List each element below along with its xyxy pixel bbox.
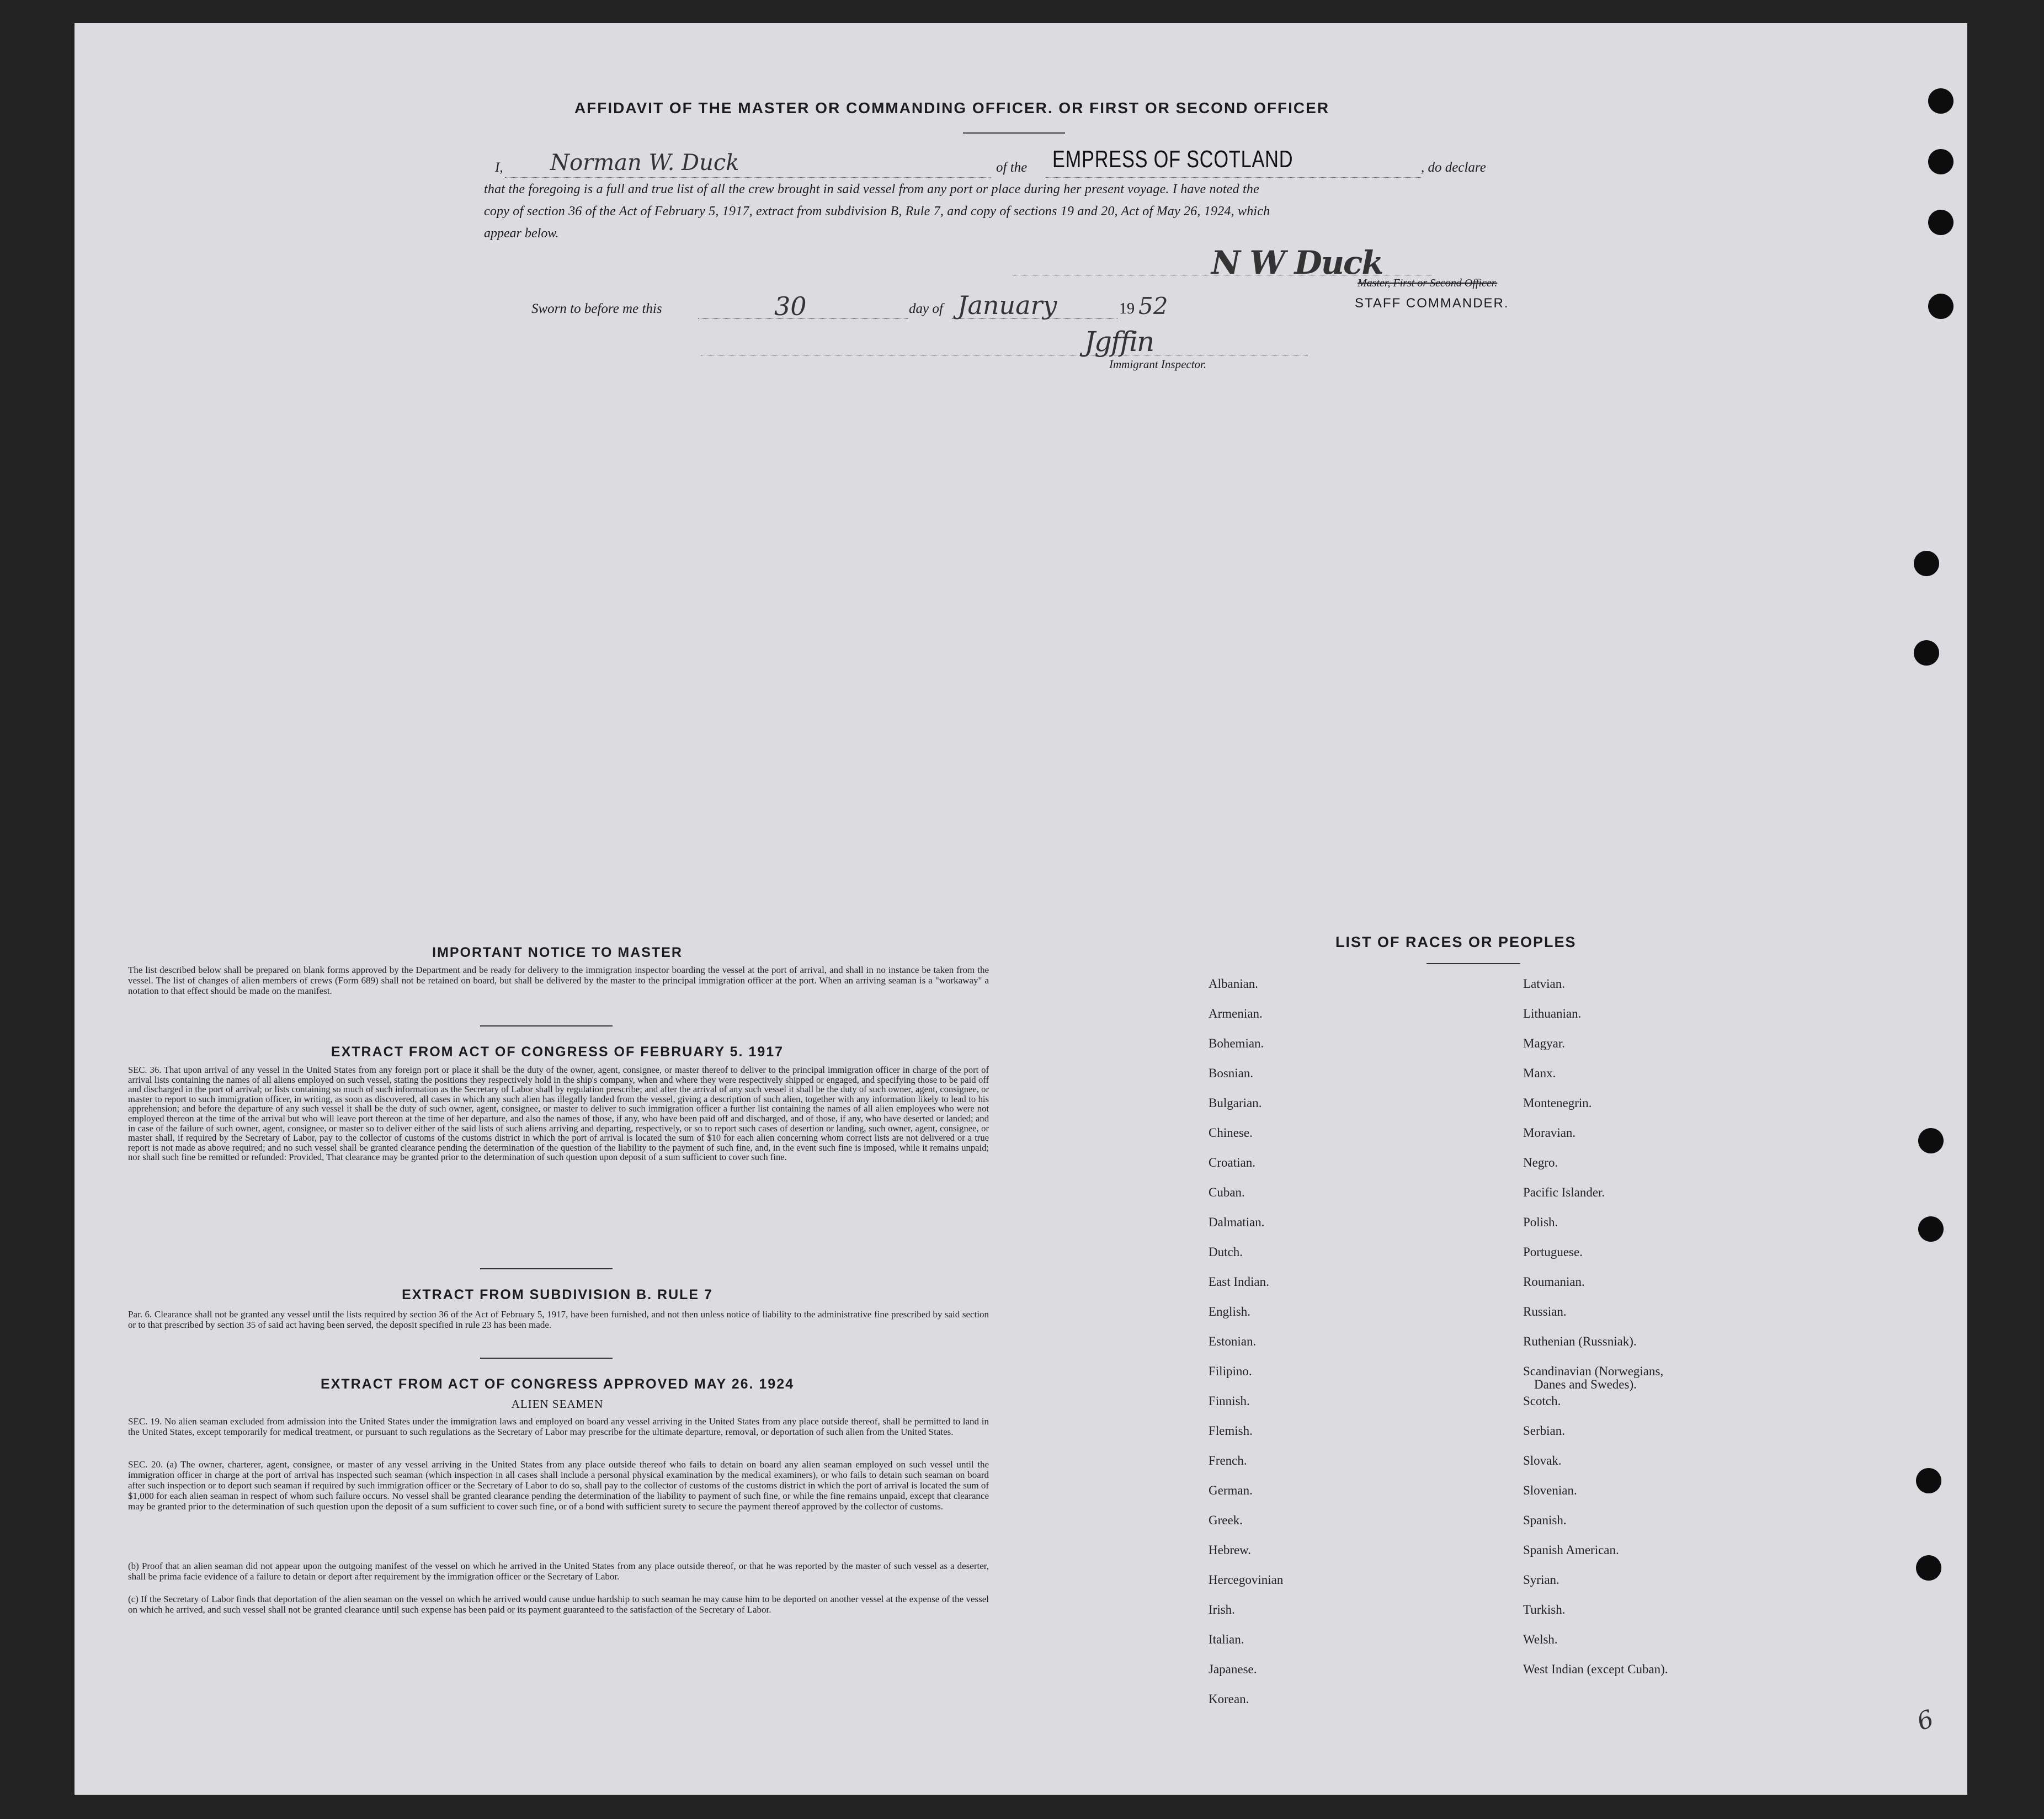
binder-hole [1928, 88, 1953, 114]
year-suffix-handwritten: 52 [1138, 292, 1168, 320]
races-divider [1426, 963, 1520, 964]
race-item: French. [1209, 1454, 1247, 1467]
extract-1924-sec20c: (c) If the Secretary of Labor finds that deportation of the alien seaman on the vessel on which he arrived would cause undue hardship to such seaman he may cause him to be deported on another vessel at the expense of the vessel on which he arrived, and such vessel shall not be granted clearance until such expense has been paid or its payment guaranteed to the satisfaction of the Secretary of Labor. [128, 1594, 989, 1615]
year-prefix: 19 [1119, 300, 1135, 317]
do-declare-label: , do declare [1421, 160, 1486, 175]
statement-line-3: appear below. [484, 226, 559, 241]
extract-1924-sec20b: (b) Proof that an alien seaman did not appear upon the outgoing manifest of the vessel on which he arrived in the United States from any place outside thereof, or that he was reported by the master of such vessel as a deserter, shall be prima facie evidence of a failure to detain or deport after requirement by the immigration officer or the Secretary of Labor. [128, 1561, 989, 1582]
race-item: Slovenian. [1523, 1483, 1577, 1497]
extract-1924-sec19: SEC. 19. No alien seaman excluded from admission into the United States under the immigration laws and employed on board any vessel arriving in the United States from any place outside thereof, shall be permitted to land in the United States, except temporarily for medical treatment, or pursuant to such regulations as the Secretary of Labor may prescribe for the ultimate departure, removal, or deportation of such alien from the United States. [128, 1416, 989, 1437]
notice-text: The list described below shall be prepared on blank forms approved by the Department and be ready for delivery to the immigration inspector boarding the vessel at the port of arrival, and shall in no instance be taken from the vessel. The list of changes of alien members of crews (Form 689) shall not be retained on board, but shall be delivered by the master to the principal immigration officer at the port. When an arriving seaman is a "workaway" a notation to that effect should be made on the manifest. [128, 965, 989, 996]
race-item: Russian. [1523, 1305, 1567, 1318]
race-item: Hercegovinian [1209, 1573, 1284, 1587]
page-corner-mark: 6 [1913, 1704, 1937, 1737]
extract-1917-text: SEC. 36. That upon arrival of any vessel in the United States from any foreign port or place it shall be the duty of the owner, agent, consignee, or master thereof to deliver to the principal immigration officer in charge of the port of arrival lists containing the names of all aliens employed on such vessel, stating the positions they respectively hold in the ship's company, when and where they were respectively shipped or engaged, and specifying those to be paid off and discharged in the port of arrival; or lists containing so much of such information as the Secretary of Labor shall by regulation prescribe; and after the arrival of any such vessel it shall be the duty of such owner, agent, consignee, or master to report to such immigration officer, in writing, as soon as discovered, all cases in which any such alien has illegally landed from the vessel, giving a description of such alien, together with any information likely to lead to his apprehension; and before the departure of any such vessel it shall be the duty of such owner, agent, consignee, or master to deliver to such immigration officer a further list containing the names of all alien employees who were not employed thereon at the time of the arrival but who will leave port thereon at the time of her departure, and also the names of those, if any, who have been paid off and discharged, and of those, if any, who have deserted or landed; and in case of the failure of such owner, agent, consignee, or master so to deliver either of the said lists of such aliens arriving and departing, respectively, or so to report such cases of desertion or landing, such owner, agent, consignee, or master shall, if required by the Secretary of Labor, pay to the collector of customs of the customs district in which the port of arrival is located the sum of $10 for each alien concerning whom correct lists are not delivered or a true report is not made as above required; and no such vessel shall be granted clearance pending the determination of the question of the liability to the payment of such fine, and, in the event such fine is imposed, while it remains unpaid; nor shall such fine be remitted or refunded: Provided, That clearance may be granted prior to the determination of such question upon deposit of a sum sufficient to cover such fine. [128, 1065, 989, 1163]
race-item: Bohemian. [1209, 1036, 1264, 1050]
race-item: Dutch. [1209, 1245, 1243, 1259]
race-item: Greek. [1209, 1513, 1243, 1527]
race-item: Estonian. [1209, 1334, 1257, 1348]
binder-hole [1916, 1468, 1941, 1493]
races-title: LIST OF RACES OR PEOPLES [1335, 934, 1577, 950]
affidavit-title: AFFIDAVIT OF THE MASTER OR COMMANDING OFFICER. OR FIRST OR SECOND OFFICER [574, 99, 1330, 116]
race-item: Bulgarian. [1209, 1096, 1262, 1110]
race-item: Latvian. [1523, 977, 1565, 991]
race-item: Polish. [1523, 1215, 1558, 1229]
sworn-month-handwritten: January [957, 290, 1057, 320]
race-item: Roumanian. [1523, 1275, 1585, 1289]
statement-line-1: that the foregoing is a full and true list of all the crew brought in said vessel from any port or place during her present voyage. I have noted the [484, 182, 1259, 196]
race-item: Japanese. [1209, 1662, 1257, 1676]
race-item: Slovak. [1523, 1454, 1562, 1467]
day-of-label: day of [909, 301, 943, 316]
month-underline [952, 318, 1117, 319]
race-item: Filipino. [1209, 1364, 1252, 1378]
race-item: Korean. [1209, 1692, 1249, 1706]
signature-caption: Master, First or Second Officer. [1358, 277, 1498, 289]
statement-line-2: copy of section 36 of the Act of February 5, 1917, extract from subdivision B, Rule 7, and copy of sections 19 and 20, Act of May 26, 1924, which [484, 204, 1270, 219]
inspector-caption: Immigrant Inspector. [1109, 358, 1207, 371]
name-underline [505, 177, 991, 178]
extract-rule7-text: Par. 6. Clearance shall not be granted any vessel until the lists required by section 36 of the Act of February 5, 1917, have been furnished, and not then unless notice of liability to the administrative fine prescribed by said section or to that prescribed by section 35 of said act having been served, the deposit specified in rule 23 has been made. [128, 1309, 989, 1330]
race-item: Chinese. [1209, 1126, 1253, 1140]
race-item: Negro. [1523, 1156, 1558, 1169]
extract-rule7-title: EXTRACT FROM SUBDIVISION B. RULE 7 [402, 1287, 713, 1302]
race-item: Albanian. [1209, 977, 1259, 991]
race-item: Scotch. [1523, 1394, 1561, 1408]
race-item: Welsh. [1523, 1632, 1558, 1646]
extract-1924-subtitle: ALIEN SEAMEN [511, 1397, 604, 1411]
race-item: Magyar. [1523, 1036, 1566, 1050]
vessel-underline [1046, 177, 1421, 178]
race-item: Danes and Swedes). [1534, 1377, 1637, 1391]
notice-title: IMPORTANT NOTICE TO MASTER [432, 945, 683, 960]
binder-hole [1914, 551, 1939, 576]
extract-1917-title: EXTRACT FROM ACT OF CONGRESS OF FEBRUARY 5. 1917 [331, 1044, 784, 1060]
race-item: Portuguese. [1523, 1245, 1583, 1259]
binder-hole [1918, 1128, 1944, 1153]
race-item: Turkish. [1523, 1603, 1566, 1616]
officer-title: STAFF COMMANDER. [1355, 296, 1509, 311]
race-item: Finnish. [1209, 1394, 1250, 1408]
binder-hole [1918, 1216, 1944, 1242]
race-item: English. [1209, 1305, 1251, 1318]
race-item: Spanish American. [1523, 1543, 1619, 1557]
race-item: Flemish. [1209, 1424, 1253, 1438]
race-item: Scandinavian (Norwegians, [1523, 1364, 1664, 1378]
document-page [74, 23, 1967, 1795]
inspector-signature: Jgffin [1084, 326, 1154, 358]
vessel-name-stamp: EMPRESS OF SCOTLAND [1052, 146, 1294, 173]
race-item: Armenian. [1209, 1007, 1263, 1020]
race-item: Ruthenian (Russniak). [1523, 1334, 1637, 1348]
inspector-line [701, 354, 1308, 355]
sworn-label: Sworn to before me this [531, 301, 662, 316]
signature-line [1013, 274, 1432, 275]
of-the-label: of the [996, 160, 1028, 175]
race-item: Hebrew. [1209, 1543, 1252, 1557]
extract-1917-divider [480, 1268, 613, 1269]
binder-hole [1916, 1555, 1941, 1581]
race-item: German. [1209, 1483, 1253, 1497]
race-item: Lithuanian. [1523, 1007, 1582, 1020]
race-item: Serbian. [1523, 1424, 1566, 1438]
race-item: Pacific Islander. [1523, 1185, 1605, 1199]
race-item: Manx. [1523, 1066, 1556, 1080]
race-item: East Indian. [1209, 1275, 1269, 1289]
notice-divider [480, 1025, 613, 1026]
officer-name-handwritten: Norman W. Duck [550, 150, 739, 175]
master-signature: N W Duck [1211, 244, 1383, 281]
race-item: Croatian. [1209, 1156, 1255, 1169]
race-item: Montenegrin. [1523, 1096, 1592, 1110]
race-item: Bosnian. [1209, 1066, 1254, 1080]
title-divider [963, 132, 1065, 134]
extract-rule7-divider [480, 1358, 613, 1359]
binder-hole [1928, 149, 1953, 174]
binder-hole [1928, 210, 1953, 235]
race-item: Syrian. [1523, 1573, 1559, 1587]
race-item: Moravian. [1523, 1126, 1576, 1140]
race-item: Irish. [1209, 1603, 1235, 1616]
binder-hole [1928, 294, 1953, 319]
affidavit-pronoun: I, [495, 160, 503, 175]
extract-1924-title: EXTRACT FROM ACT OF CONGRESS APPROVED MAY 26. 1924 [320, 1376, 795, 1392]
race-item: Dalmatian. [1209, 1215, 1265, 1229]
race-item: Spanish. [1523, 1513, 1567, 1527]
binder-hole [1914, 640, 1939, 666]
race-item: West Indian (except Cuban). [1523, 1662, 1668, 1676]
extract-1924-sec20a: SEC. 20. (a) The owner, charterer, agent, consignee, or master of any vessel arriving in the United States from any place outside thereof who fails to detain on board any alien seaman employed on such vessel until the immigration officer in charge at the port of arrival has inspected such seaman (which inspection in all cases shall include a personal physical examination by the medical examiners), or who fails to detain such seaman on board after such inspection or to deport such seaman if required by such immigration officer or the Secretary of Labor to do so, shall pay to the collector of customs of the customs district in which the port of arrival is located the sum of $1,000 for each alien seaman in respect of whom such failure occurs. No vessel shall be granted clearance pending the determination of the liability to payment of such fine, or while the fine remains unpaid, except that clearance may be granted prior to the determination of such question upon the deposit of a sum sufficient to cover such fine, or of a bond with sufficient surety to secure the payment thereof approved by the collector of customs. [128, 1459, 989, 1512]
race-item: Cuban. [1209, 1185, 1245, 1199]
sworn-day-handwritten: 30 [774, 291, 807, 321]
race-item: Italian. [1209, 1632, 1244, 1646]
